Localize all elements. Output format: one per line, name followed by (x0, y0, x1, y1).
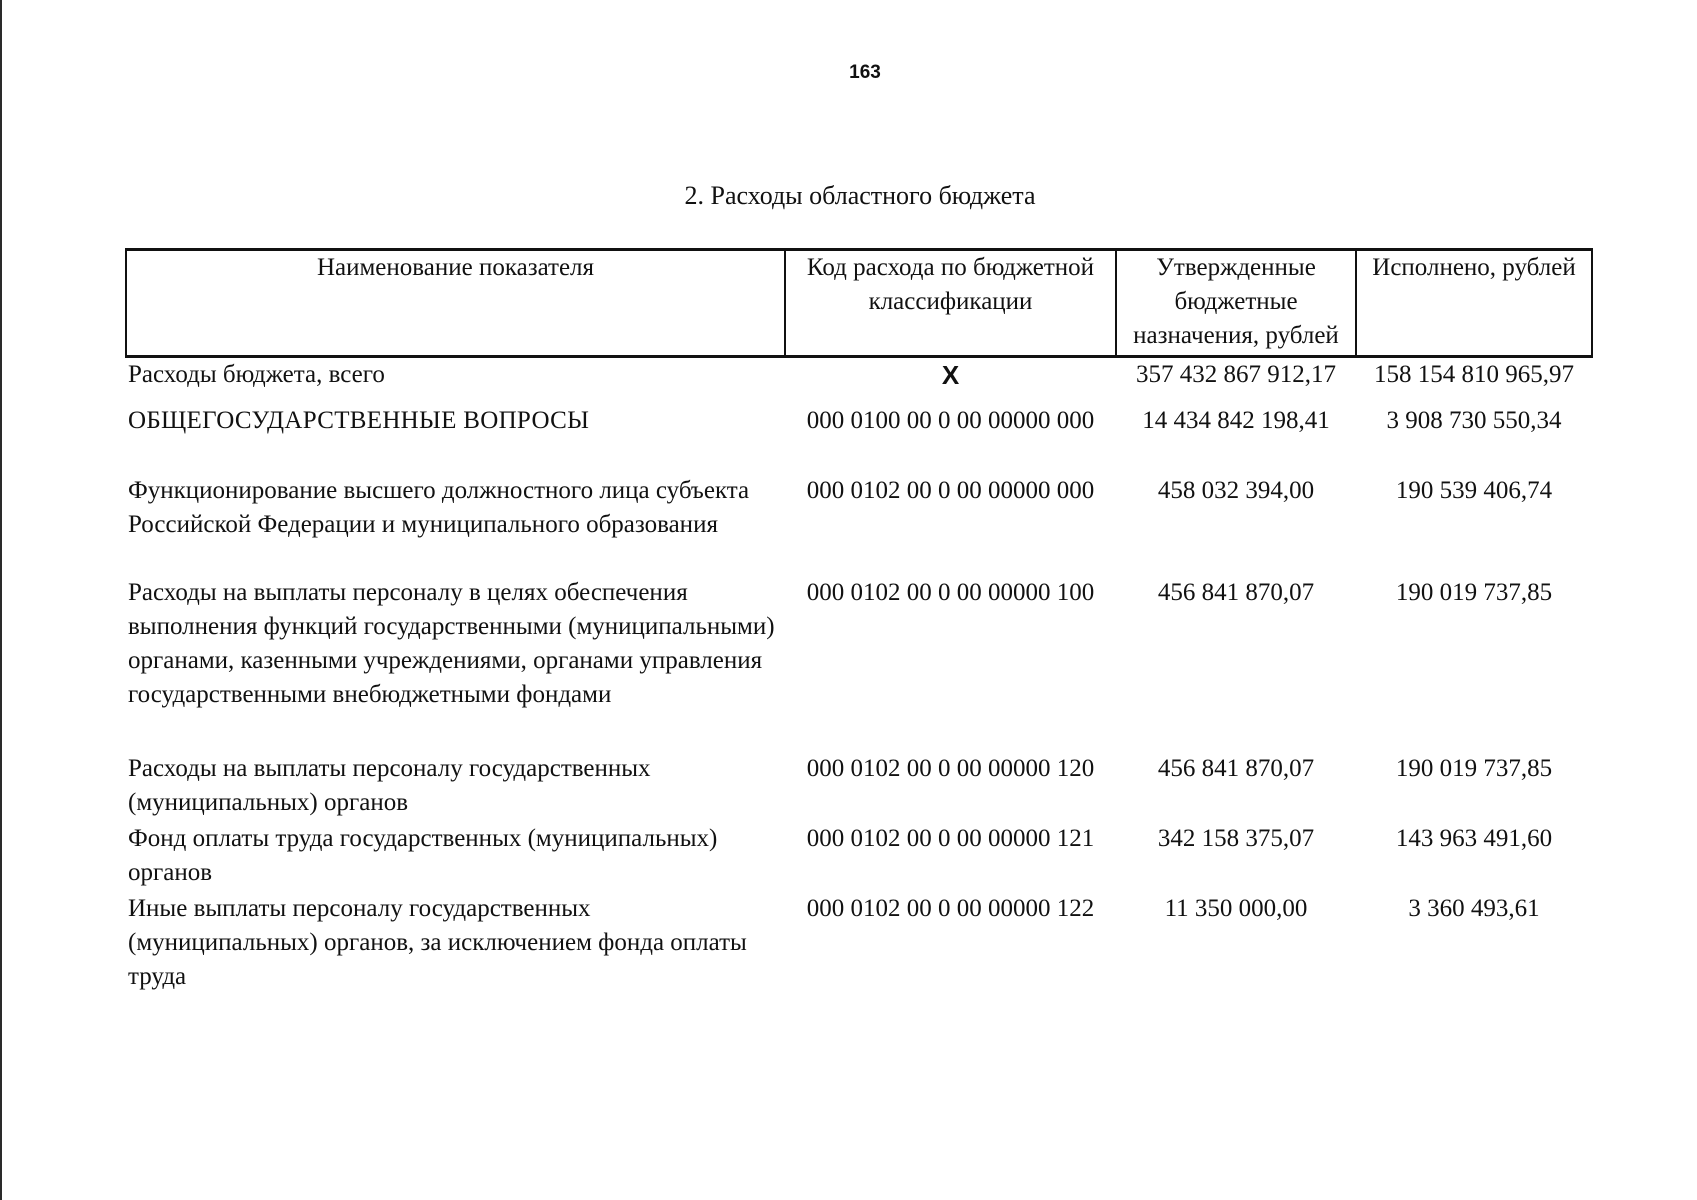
row-approved: 342 158 375,07 (1157, 825, 1315, 852)
header-name: Наименование показателя (126, 250, 785, 357)
row-code: 000 0102 00 0 00 00000 100 (806, 579, 1095, 606)
row-approved: 456 841 870,07 (1157, 579, 1315, 606)
row-executed: 158 154 810 965,97 (1374, 361, 1574, 388)
row-name: Расходы бюджета, всего (128, 361, 385, 388)
header-approved: Утвержденные бюджетные назначения, рублей (1116, 250, 1356, 357)
table-row (126, 752, 1592, 822)
row-name: Иные выплаты персоналу государственных (муниципальных) органов, за исключением фонда оплаты труда (128, 895, 747, 990)
row-code: 000 0102 00 0 00 00000 120 (806, 755, 1095, 782)
header-executed: Исполнено, рублей (1356, 250, 1592, 357)
table-row (126, 892, 1592, 1002)
row-approved: 458 032 394,00 (1157, 477, 1315, 504)
row-executed: 190 019 737,85 (1395, 755, 1553, 782)
row-name: Расходы на выплаты персоналу в целях обеспечения выполнения функций государственными (муниципальными) органами, казенными учреждениями, органами управления государственными внебюджетными фондами (128, 579, 775, 708)
table-row (126, 357, 1592, 405)
row-code: 000 0102 00 0 00 00000 122 (806, 895, 1095, 922)
row-executed: 190 539 406,74 (1395, 477, 1553, 504)
table-row (126, 576, 1592, 752)
header-row (126, 250, 1592, 357)
row-code: 000 0100 00 0 00 00000 000 (806, 407, 1095, 434)
row-name: Функционирование высшего должностного лица субъекта Российской Федерации и муниципального образования (128, 477, 750, 538)
row-executed: 3 360 493,61 (1408, 895, 1540, 922)
row-name: ОБЩЕГОСУДАРСТВЕННЫЕ ВОПРОСЫ (128, 407, 590, 434)
scan-left-edge (0, 0, 2, 1200)
page-number: 163 (849, 62, 881, 83)
row-executed: 190 019 737,85 (1395, 579, 1553, 606)
expenditure-table (125, 248, 1593, 1002)
row-code: 000 0102 00 0 00 00000 000 (806, 477, 1095, 504)
row-approved: 357 432 867 912,17 (1136, 361, 1336, 388)
row-name: Фонд оплаты труда государственных (муниципальных) органов (128, 825, 718, 886)
row-code: X (941, 360, 960, 390)
row-approved: 456 841 870,07 (1157, 755, 1315, 782)
row-executed: 3 908 730 550,34 (1386, 407, 1562, 434)
header-code: Код расхода по бюджетной классификации (785, 250, 1116, 357)
table-row (126, 474, 1592, 576)
row-executed: 143 963 491,60 (1395, 825, 1553, 852)
row-approved: 11 350 000,00 (1164, 895, 1308, 922)
row-approved: 14 434 842 198,41 (1142, 407, 1330, 434)
table-row (126, 404, 1592, 474)
document-title: 2. Расходы областного бюджета (684, 181, 1036, 210)
table-body (126, 357, 1592, 1003)
table-row (126, 822, 1592, 892)
table-header (126, 250, 1592, 357)
row-code: 000 0102 00 0 00 00000 121 (806, 825, 1095, 852)
row-name: Расходы на выплаты персоналу государственных (муниципальных) органов (128, 755, 651, 816)
